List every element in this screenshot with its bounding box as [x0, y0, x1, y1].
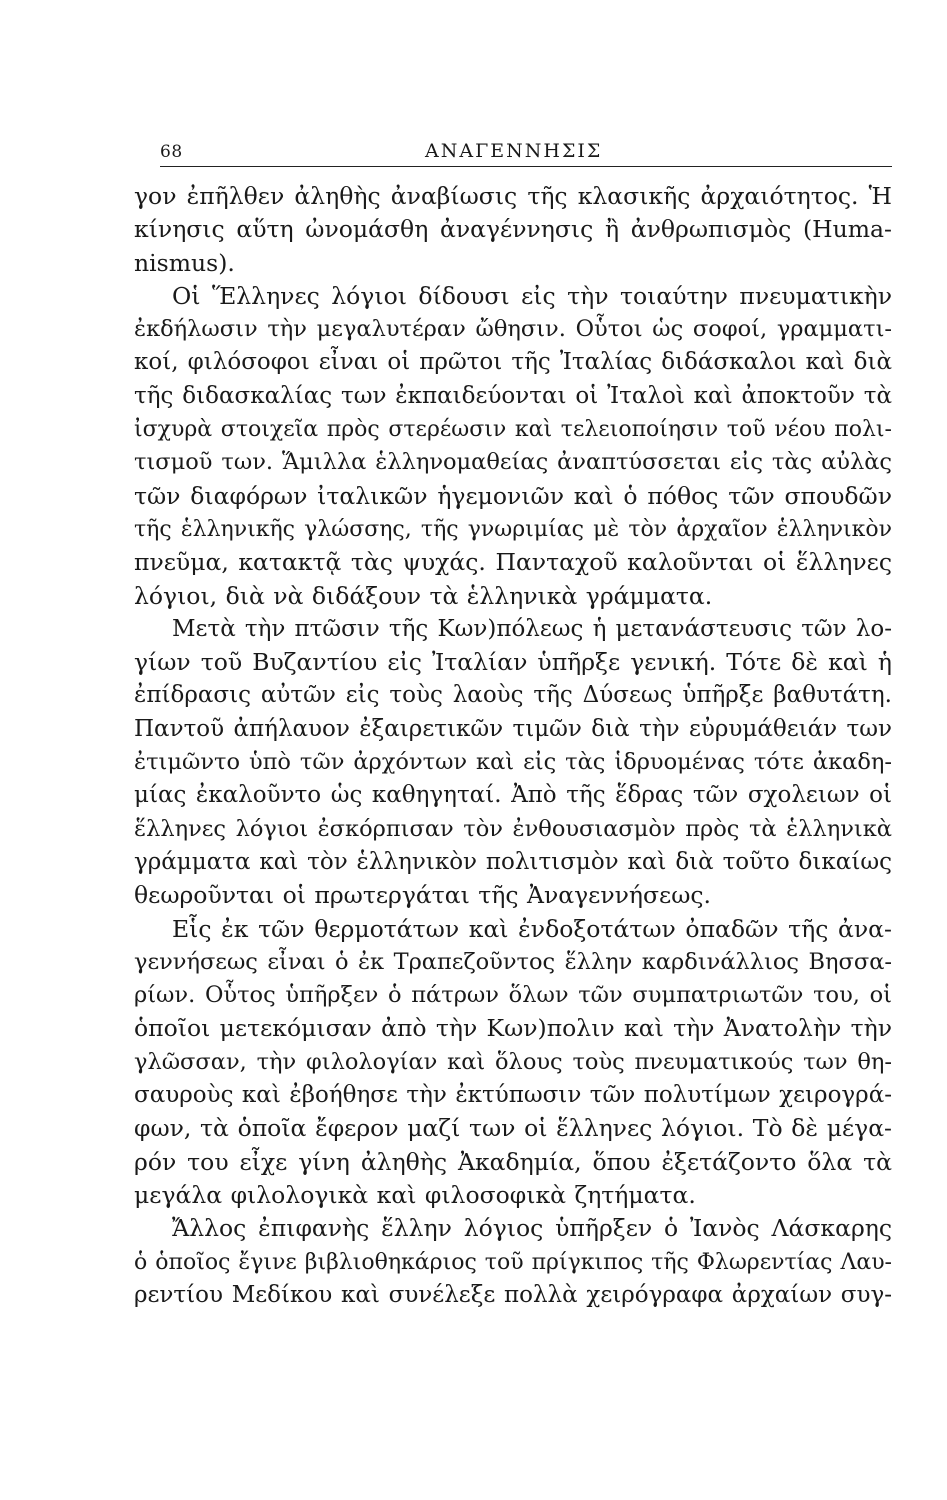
text-line: Παντοῦ ἀπήλαυον ἐξαιρετικῶν τιμῶν διὰ τὴν εὐρυμάθειάν των: [134, 715, 892, 742]
text-line: ἕλληνες λόγιοι ἐσκόρπισαν τὸν ἐνθουσιασμὸν πρὸς τὰ ἑλληνικὰ: [134, 815, 892, 842]
text-line: γον ἐπῆλθεν ἀληθὴς ἀναβίωσις τῆς κλασικῆς ἀρχαιότητος. Ἡ: [134, 182, 892, 210]
text-line: ὁ ὁποῖος ἔγινε βιβλιοθηκάριος τοῦ πρίγκιπος τῆς Φλωρεντίας Λαυ-: [134, 1249, 892, 1275]
page-header: [160, 138, 892, 167]
text-line: ὁποῖοι μετεκόμισαν ἀπὸ τὴν Κων)πολιν καὶ τὴν Ἀνατολὴν τὴν: [134, 1014, 892, 1043]
body-text: [134, 180, 892, 1312]
text-line: τῆς ἑλληνικῆς γλώσσης, τῆς γνωριμίας μὲ τὸν ἀρχαῖον ἑλληνικὸν: [134, 516, 892, 542]
text-line: τῶν διαφόρων ἰταλικῶν ἡγεμονιῶν καὶ ὁ πόθος τῶν σπουδῶν: [134, 481, 892, 510]
text-line: Μετὰ τὴν πτῶσιν τῆς Κων)πόλεως ἡ μετανάστευσις τῶν λο-: [172, 615, 892, 642]
text-line: φων, τὰ ὁποῖα ἔφερον μαζί των οἱ ἕλληνες λόγιοι. Τὸ δὲ μέγα-: [134, 1114, 892, 1143]
text-line: θεωροῦνται οἱ πρωτεργάται τῆς Ἀναγεννήσεως.: [134, 881, 712, 910]
text-line: κοί, φιλόσοφοι εἶναι οἱ πρῶτοι τῆς Ἰταλίας διδάσκαλοι καὶ διὰ: [134, 349, 892, 376]
text-line: ἐτιμῶντο ὑπὸ τῶν ἀρχόντων καὶ εἰς τὰς ἱδρυομένας τότε ἀκαδη-: [134, 749, 892, 776]
text-line: ἐπίδρασις αὐτῶν εἰς τοὺς λαοὺς τῆς Δύσεως ὑπῆρξε βαθυτάτη.: [134, 682, 892, 709]
text-line: σαυροὺς καὶ ἐβοήθησε τὴν ἐκτύπωσιν τῶν πολυτίμων χειρογρά-: [134, 1082, 892, 1109]
text-line: κίνησις αὕτη ὠνομάσθη ἀναγέννησις ἢ ἀνθρωπισμὸς (Huma-: [134, 215, 892, 244]
text-line: ρεντίου Μεδίκου καὶ συνέλεξε πολλὰ χειρόγραφα ἀρχαίων συγ-: [134, 1281, 892, 1308]
text-line: ἐκδήλωσιν τὴν μεγαλυτέραν ὤθησιν. Οὗτοι ὡς σοφοί, γραμματι-: [134, 316, 892, 343]
text-line: μεγάλα φιλολογικὰ καὶ φιλοσοφικὰ ζητήματα.: [134, 1180, 696, 1209]
text-line: Ἄλλος ἐπιφανὴς ἕλλην λόγιος ὑπῆρξεν ὁ Ἰανὸς Λάσκαρης: [172, 1214, 892, 1243]
text-line: τῆς διδασκαλίας των ἐκπαιδεύονται οἱ Ἰταλοὶ καὶ ἀποκτοῦν τὰ: [134, 382, 892, 409]
text-line: ρίων. Οὗτος ὑπῆρξεν ὁ πάτρων ὅλων τῶν συμπατριωτῶν του, οἱ: [134, 982, 892, 1009]
text-line: γλῶσσαν, τὴν φιλολογίαν καὶ ὅλους τοὺς πνευματικούς των θη-: [134, 1048, 892, 1075]
text-line: γεννήσεως εἶναι ὁ ἐκ Τραπεζοῦντος ἕλλην καρδινάλλιος Βησσα-: [134, 948, 892, 975]
text-line: γίων τοῦ Βυζαντίου εἰς Ἰταλίαν ὑπῆρξε γενική. Τότε δὲ καὶ ἡ: [134, 648, 892, 677]
text-line: γράμματα καὶ τὸν ἑλληνικὸν πολιτισμὸν καὶ διὰ τοῦτο δικαίως: [134, 848, 892, 875]
text-line: μίας ἐκαλοῦντο ὡς καθηγηταί. Ἀπὸ τῆς ἕδρας τῶν σχολειων οἱ: [134, 782, 892, 809]
text-line: πνεῦμα, κατακτᾷ τὰς ψυχάς. Πανταχοῦ καλοῦνται οἱ ἕλληνες: [134, 548, 892, 577]
text-line: ρόν του εἶχε γίνη ἀληθὴς Ἀκαδημία, ὅπου ἐξετάζοντο ὅλα τὰ: [134, 1147, 892, 1176]
text-line: λόγιοι, διὰ νὰ διδάξουν τὰ ἑλληνικὰ γράμματα.: [134, 581, 713, 610]
text-line: τισμοῦ των. Ἅμιλλα ἑλληνομαθείας ἀναπτύσσεται εἰς τὰς αὐλὰς: [134, 449, 892, 476]
running-title: ΑΝΑΓΕΝΝΗΣΙΣ: [425, 140, 603, 162]
text-line: ἰσχυρὰ στοιχεῖα πρὸς στερέωσιν καὶ τελειοποίησιν τοῦ νέου πολι-: [134, 417, 892, 443]
page-number: 68: [160, 142, 183, 162]
text-line: Οἱ Ἕλληνες λόγιοι δίδουσι εἰς τὴν τοιαύτην πνευματικὴν: [172, 281, 892, 310]
text-line: Εἷς ἐκ τῶν θερμοτάτων καὶ ἐνδοξοτάτων ὀπαδῶν τῆς ἀνα-: [172, 914, 892, 943]
text-line: nismus).: [134, 248, 235, 277]
